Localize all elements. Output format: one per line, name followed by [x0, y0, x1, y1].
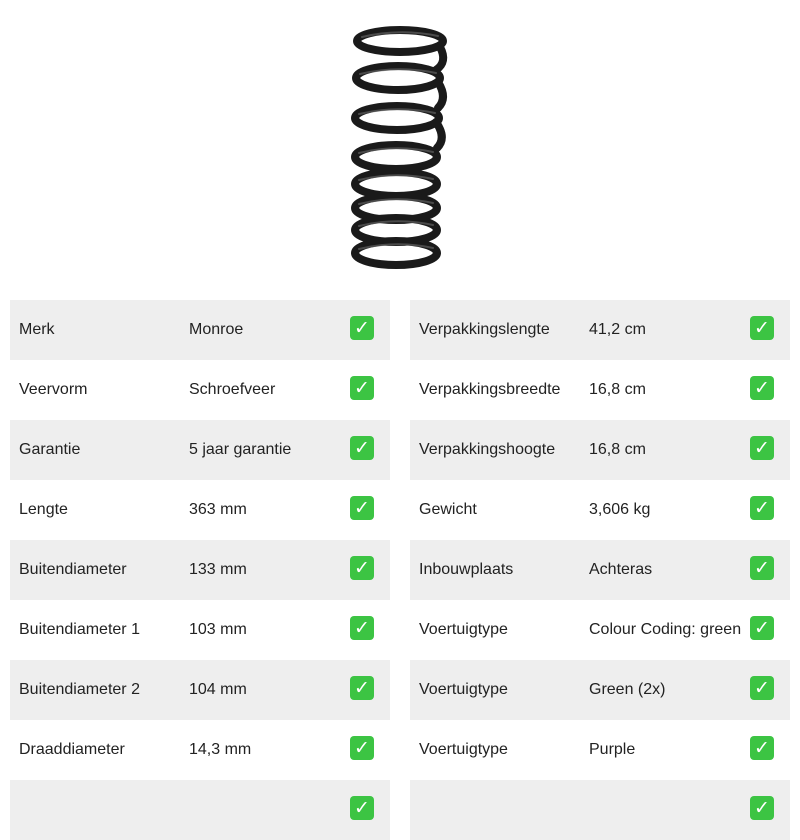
spec-row — [10, 540, 390, 600]
green-check-icon: ✓ — [750, 796, 774, 820]
spec-value: Green (2x) — [589, 681, 666, 698]
green-check-icon: ✓ — [750, 316, 774, 340]
spec-label: Verpakkingslengte — [419, 321, 550, 338]
spec-value: 103 mm — [189, 621, 247, 638]
spec-value: 5 jaar garantie — [189, 441, 292, 458]
spec-label: Garantie — [19, 441, 81, 458]
green-check-icon: ✓ — [750, 496, 774, 520]
spec-label: Buitendiameter 2 — [19, 681, 140, 698]
spec-label: Voertuigtype — [419, 681, 508, 698]
green-check-icon: ✓ — [750, 676, 774, 700]
green-check-icon: ✓ — [750, 556, 774, 580]
spec-row — [10, 600, 390, 660]
spec-value: 3,606 kg — [589, 501, 651, 518]
spec-table-left — [10, 300, 390, 840]
spec-label: Buitendiameter 1 — [19, 621, 140, 638]
spec-row — [10, 780, 390, 840]
spec-value: 133 mm — [189, 561, 247, 578]
spec-value: 104 mm — [189, 681, 247, 698]
green-check-icon: ✓ — [350, 496, 374, 520]
spec-table-right — [410, 300, 790, 840]
spec-row — [10, 300, 390, 360]
green-check-icon: ✓ — [350, 676, 374, 700]
spec-value: Colour Coding: green — [589, 621, 742, 638]
spec-value: Schroefveer — [189, 381, 276, 398]
coil-spring-image — [330, 22, 470, 274]
green-check-icon: ✓ — [350, 436, 374, 460]
spec-value: Purple — [589, 741, 636, 758]
spec-row — [410, 780, 790, 840]
spec-label: Merk — [19, 321, 55, 338]
green-check-icon: ✓ — [750, 376, 774, 400]
spec-label: Lengte — [19, 501, 68, 518]
spec-row — [410, 360, 790, 420]
spec-row — [10, 720, 390, 780]
spec-label: Voertuigtype — [419, 741, 508, 758]
spec-row — [10, 420, 390, 480]
spec-label: Verpakkingsbreedte — [419, 381, 561, 398]
green-check-icon: ✓ — [350, 316, 374, 340]
spec-value: Achteras — [589, 561, 653, 578]
spec-label: Voertuigtype — [419, 621, 508, 638]
spec-value: Monroe — [189, 321, 244, 338]
spec-value: 14,3 mm — [189, 741, 252, 758]
green-check-icon: ✓ — [350, 616, 374, 640]
spec-row — [10, 480, 390, 540]
spec-row — [410, 420, 790, 480]
spec-row — [410, 660, 790, 720]
green-check-icon: ✓ — [750, 616, 774, 640]
spec-label: Buitendiameter — [19, 561, 127, 578]
spec-label: Verpakkingshoogte — [419, 441, 556, 458]
green-check-icon: ✓ — [350, 376, 374, 400]
spec-row — [410, 480, 790, 540]
spec-row — [410, 300, 790, 360]
green-check-icon: ✓ — [350, 736, 374, 760]
green-check-icon: ✓ — [350, 796, 374, 820]
green-check-icon: ✓ — [350, 556, 374, 580]
spec-row — [410, 600, 790, 660]
spec-row — [10, 360, 390, 420]
green-check-icon: ✓ — [750, 436, 774, 460]
green-check-icon: ✓ — [750, 736, 774, 760]
spec-value: 16,8 cm — [589, 441, 646, 458]
spec-label: Gewicht — [419, 501, 477, 518]
spec-label: Draaddiameter — [19, 741, 125, 758]
spec-row — [410, 720, 790, 780]
spec-label: Inbouwplaats — [419, 561, 514, 578]
spec-row — [10, 660, 390, 720]
spec-label: Veervorm — [19, 381, 88, 398]
spec-row — [410, 540, 790, 600]
spec-value: 41,2 cm — [589, 321, 646, 338]
spec-value: 16,8 cm — [589, 381, 646, 398]
spec-value: 363 mm — [189, 501, 247, 518]
